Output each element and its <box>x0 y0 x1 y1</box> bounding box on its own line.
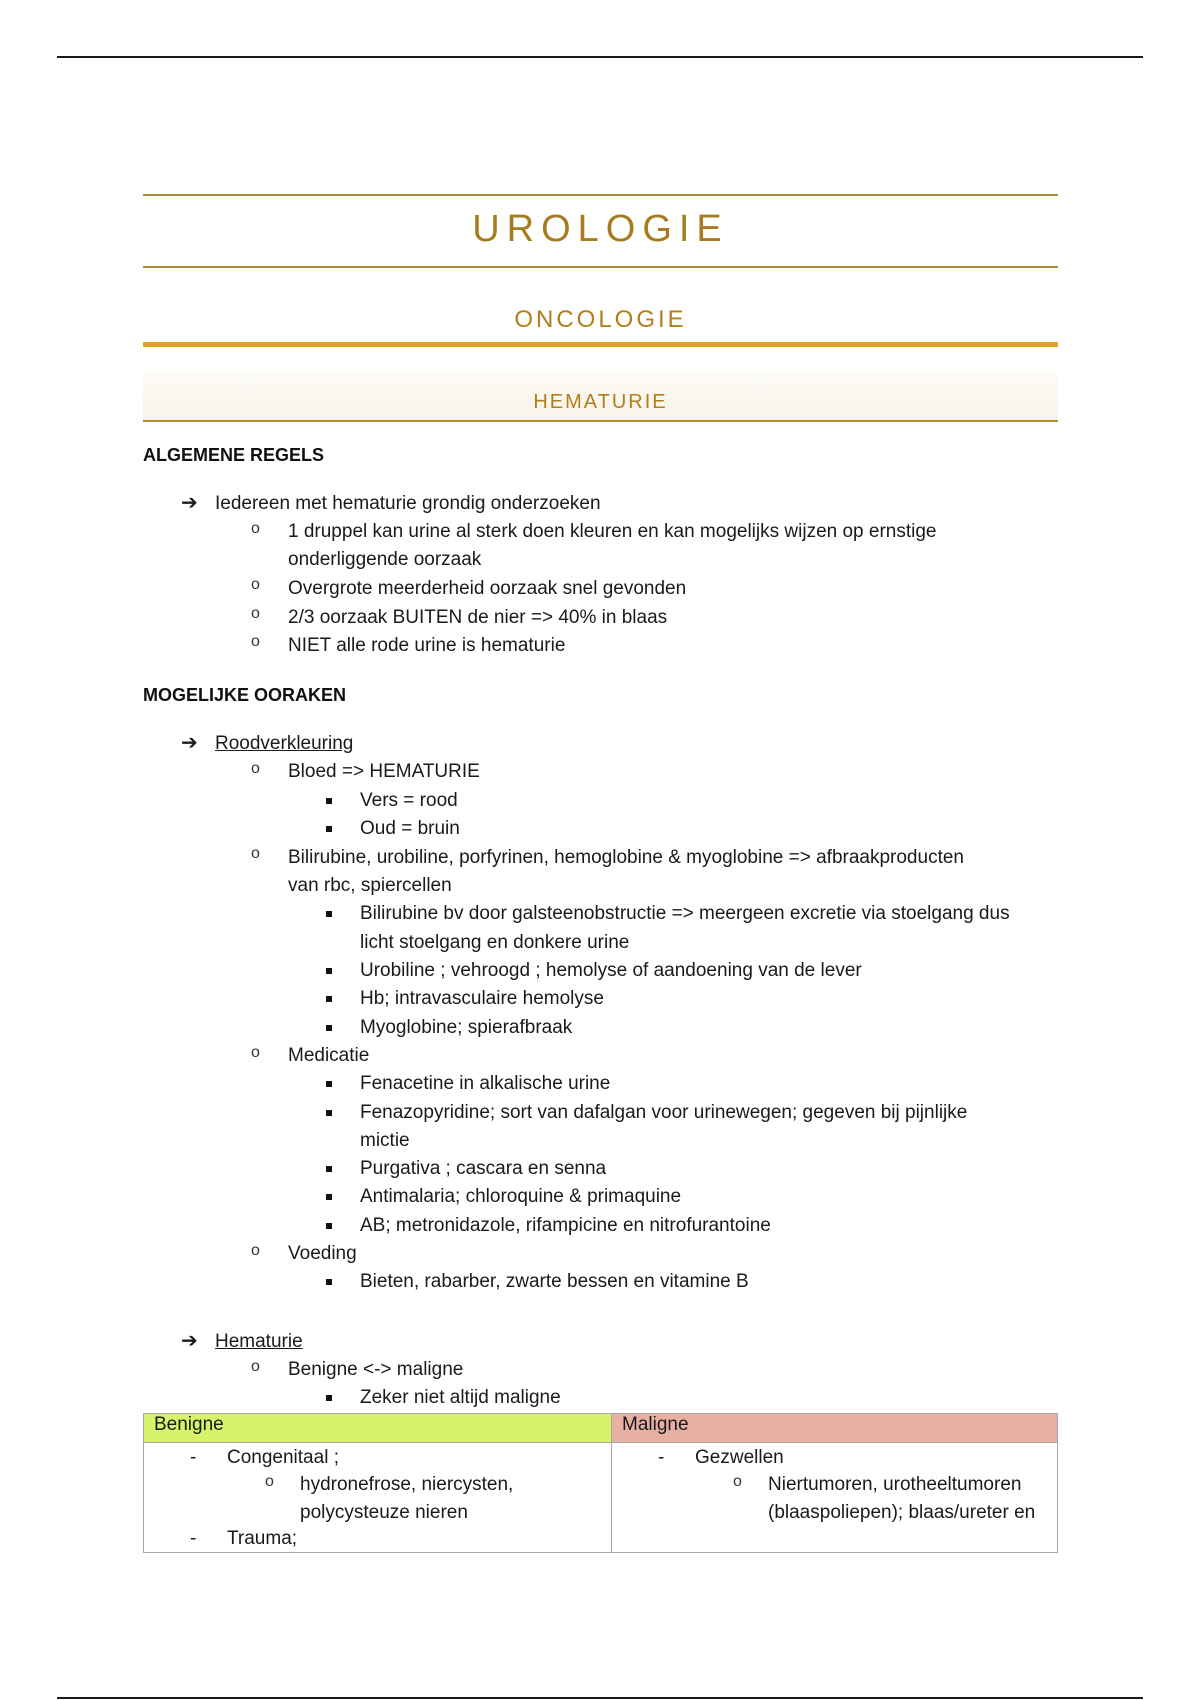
page-top-rule <box>57 56 1143 58</box>
list-item: Antimalaria; chloroquine & primaquine <box>360 1186 682 1207</box>
list-item: Purgativa ; cascara en senna <box>360 1158 607 1179</box>
list-item: Overgrote meerderheid oorzaak snel gevonden <box>288 578 687 599</box>
square-bullet-icon <box>326 1166 332 1172</box>
section-mogelijke-oorzaken: MOGELIJKE OORAKEN <box>143 685 347 705</box>
table-header-benigne: Benigne <box>144 1414 612 1443</box>
benigne-maligne-table <box>143 1413 1058 1553</box>
table-cell-benigne <box>144 1443 612 1553</box>
square-bullet-icon <box>326 798 332 804</box>
square-bullet-icon <box>326 1223 332 1229</box>
circle-bullet-icon: o <box>251 1358 260 1375</box>
table-header-maligne: Maligne <box>612 1414 1058 1443</box>
square-bullet-icon <box>326 1025 332 1031</box>
heading-rule <box>143 342 1058 347</box>
table-item: Niertumoren, urotheeltumoren <box>768 1474 1022 1495</box>
title-box <box>143 194 1058 268</box>
list-item: Fenacetine in alkalische urine <box>360 1073 611 1094</box>
square-bullet-icon <box>326 1194 332 1200</box>
list-item: Zeker niet altijd maligne <box>360 1387 561 1408</box>
list-item: Vers = rood <box>360 790 458 811</box>
arrow-bullet-icon: ➔ <box>181 732 198 754</box>
square-bullet-icon <box>326 826 332 832</box>
arrow-bullet-icon: ➔ <box>181 492 198 514</box>
page-bottom-rule <box>57 1697 1143 1699</box>
square-bullet-icon <box>326 1081 332 1087</box>
list-item-title: Hematurie <box>215 1331 303 1352</box>
list-item: NIET alle rode urine is hematurie <box>288 635 566 656</box>
list-item: Benigne <-> maligne <box>288 1359 464 1380</box>
circle-bullet-icon: o <box>265 1473 274 1490</box>
list-item: AB; metronidazole, rifampicine en nitrofurantoine <box>360 1215 771 1236</box>
list-item: Urobiline ; vehroogd ; hemolyse of aandoening van de lever <box>360 960 862 981</box>
list-item: mictie <box>360 1130 410 1151</box>
dash-bullet-icon: - <box>658 1447 665 1468</box>
square-bullet-icon <box>326 911 332 917</box>
circle-bullet-icon: o <box>251 633 260 650</box>
square-bullet-icon <box>326 1395 332 1401</box>
list-item: van rbc, spiercellen <box>288 875 452 896</box>
square-bullet-icon <box>326 1110 332 1116</box>
document-title: UROLOGIE <box>472 208 729 250</box>
heading-oncologie: ONCOLOGIE <box>514 306 687 333</box>
list-item: Hb; intravasculaire hemolyse <box>360 988 604 1009</box>
list-item: licht stoelgang en donkere urine <box>360 932 630 953</box>
circle-bullet-icon: o <box>251 520 260 537</box>
table-item: Congenitaal ; <box>227 1447 339 1468</box>
square-bullet-icon <box>326 996 332 1002</box>
list-item: Voeding <box>288 1243 357 1264</box>
table-item: Trauma; <box>227 1528 298 1549</box>
list-item: Bilirubine bv door galsteenobstructie => meergeen excretie via stoelgang dus <box>360 903 1010 924</box>
table-cell-maligne <box>612 1443 1058 1553</box>
table-item: polycysteuze nieren <box>300 1502 468 1523</box>
heading-hematurie: HEMATURIE <box>533 391 668 413</box>
dash-bullet-icon: - <box>190 1447 197 1468</box>
list-item: Iedereen met hematurie grondig onderzoeken <box>215 493 601 514</box>
square-bullet-icon <box>326 968 332 974</box>
circle-bullet-icon: o <box>251 576 260 593</box>
list-item: 2/3 oorzaak BUITEN de nier => 40% in blaas <box>288 607 668 628</box>
dash-bullet-icon: - <box>190 1528 197 1549</box>
circle-bullet-icon: o <box>251 760 260 777</box>
list-item: Bloed => HEMATURIE <box>288 761 480 782</box>
square-bullet-icon <box>326 1279 332 1285</box>
list-item: Oud = bruin <box>360 818 460 839</box>
table-item: (blaaspoliepen); blaas/ureter en <box>768 1502 1036 1523</box>
list-item: onderliggende oorzaak <box>288 549 482 570</box>
circle-bullet-icon: o <box>251 605 260 622</box>
arrow-bullet-icon: ➔ <box>181 1330 198 1352</box>
list-item: Myoglobine; spierafbraak <box>360 1017 573 1038</box>
circle-bullet-icon: o <box>251 1044 260 1061</box>
list-item: Bieten, rabarber, zwarte bessen en vitamine B <box>360 1271 749 1292</box>
list-item: Medicatie <box>288 1045 370 1066</box>
list-item-title: Roodverkleuring <box>215 733 354 754</box>
circle-bullet-icon: o <box>251 1242 260 1259</box>
section-algemene-regels: ALGEMENE REGELS <box>143 445 325 465</box>
circle-bullet-icon: o <box>251 845 260 862</box>
table-item: Gezwellen <box>695 1447 784 1468</box>
circle-bullet-icon: o <box>733 1473 742 1490</box>
list-item: Fenazopyridine; sort van dafalgan voor urinewegen; gegeven bij pijnlijke <box>360 1102 968 1123</box>
table-item: hydronefrose, niercysten, <box>300 1474 514 1495</box>
list-item: 1 druppel kan urine al sterk doen kleuren en kan mogelijks wijzen op ernstige <box>288 521 937 542</box>
list-item: Bilirubine, urobiline, porfyrinen, hemoglobine & myoglobine => afbraakproducten <box>288 847 964 868</box>
